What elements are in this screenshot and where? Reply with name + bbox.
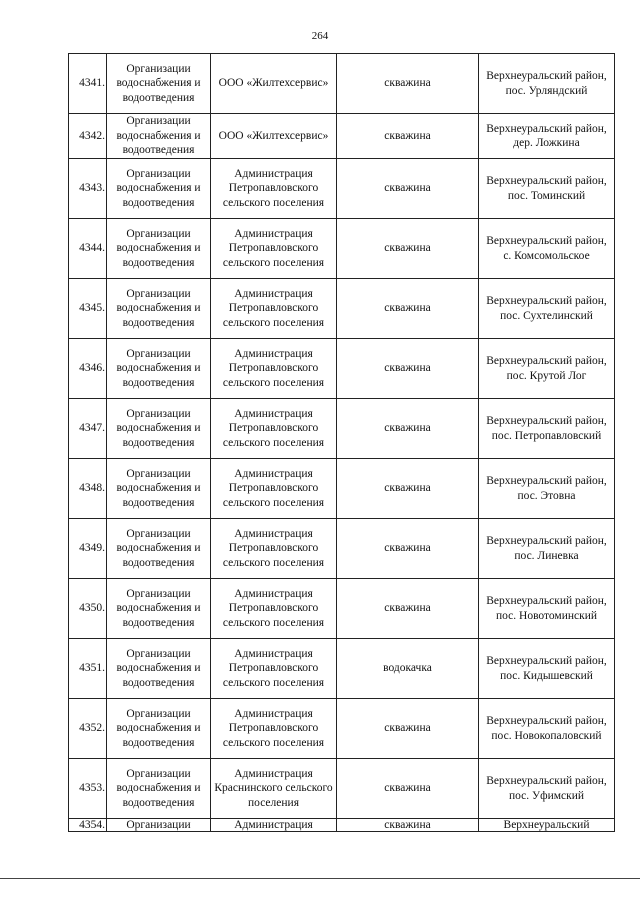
row-number: 4349. <box>69 519 107 579</box>
registry-table <box>68 53 615 832</box>
organization-name: Администрация Петропавловского сельского поселения <box>211 459 337 519</box>
object-type: скважина <box>337 519 479 579</box>
table-row <box>69 219 615 279</box>
organization-type: Организации водоснабжения и водоотведения <box>107 759 211 819</box>
location: Верхнеуральский район, дер. Ложкина <box>479 114 615 159</box>
object-type: водокачка <box>337 639 479 699</box>
location: Верхнеуральский район, пос. Линевка <box>479 519 615 579</box>
location: Верхнеуральский район, пос. Этовна <box>479 459 615 519</box>
row-number: 4351. <box>69 639 107 699</box>
location: Верхнеуральский <box>479 819 615 832</box>
table-row <box>69 699 615 759</box>
row-number: 4345. <box>69 279 107 339</box>
object-type: скважина <box>337 399 479 459</box>
organization-name: Администрация Петропавловского сельского поселения <box>211 159 337 219</box>
object-type: скважина <box>337 114 479 159</box>
table-row <box>69 279 615 339</box>
organization-type: Организации водоснабжения и водоотведения <box>107 219 211 279</box>
object-type: скважина <box>337 219 479 279</box>
table-row <box>69 819 615 832</box>
row-number: 4353. <box>69 759 107 819</box>
row-number: 4343. <box>69 159 107 219</box>
table-row <box>69 519 615 579</box>
object-type: скважина <box>337 579 479 639</box>
organization-type: Организации водоснабжения и водоотведения <box>107 159 211 219</box>
organization-name: Администрация Петропавловского сельского поселения <box>211 519 337 579</box>
organization-type: Организации водоснабжения и водоотведения <box>107 699 211 759</box>
location: Верхнеуральский район, пос. Сухтелинский <box>479 279 615 339</box>
location: Верхнеуральский район, с. Комсомольское <box>479 219 615 279</box>
table-row <box>69 339 615 399</box>
object-type: скважина <box>337 339 479 399</box>
location: Верхнеуральский район, пос. Урляндский <box>479 54 615 114</box>
location: Верхнеуральский район, пос. Кидышевский <box>479 639 615 699</box>
organization-name: Администрация Петропавловского сельского поселения <box>211 339 337 399</box>
location: Верхнеуральский район, пос. Уфимский <box>479 759 615 819</box>
object-type: скважина <box>337 759 479 819</box>
scan-edge-line <box>0 878 640 879</box>
organization-name: Администрация Краснинского сельского поселения <box>211 759 337 819</box>
organization-name: Администрация Петропавловского сельского поселения <box>211 219 337 279</box>
organization-type: Организации <box>107 819 211 832</box>
row-number: 4344. <box>69 219 107 279</box>
organization-type: Организации водоснабжения и водоотведения <box>107 54 211 114</box>
object-type: скважина <box>337 459 479 519</box>
organization-type: Организации водоснабжения и водоотведения <box>107 519 211 579</box>
row-number: 4347. <box>69 399 107 459</box>
row-number: 4348. <box>69 459 107 519</box>
organization-type: Организации водоснабжения и водоотведения <box>107 459 211 519</box>
location: Верхнеуральский район, пос. Новокопаловский <box>479 699 615 759</box>
object-type: скважина <box>337 279 479 339</box>
row-number: 4350. <box>69 579 107 639</box>
organization-name: Администрация <box>211 819 337 832</box>
table-row <box>69 54 615 114</box>
row-number: 4352. <box>69 699 107 759</box>
organization-name: Администрация Петропавловского сельского поселения <box>211 579 337 639</box>
table-row <box>69 399 615 459</box>
object-type: скважина <box>337 54 479 114</box>
organization-type: Организации водоснабжения и водоотведения <box>107 279 211 339</box>
organization-name: Администрация Петропавловского сельского поселения <box>211 639 337 699</box>
object-type: скважина <box>337 699 479 759</box>
object-type: скважина <box>337 159 479 219</box>
location: Верхнеуральский район, пос. Крутой Лог <box>479 339 615 399</box>
object-type: скважина <box>337 819 479 832</box>
page-number: 264 <box>311 30 329 42</box>
table-row <box>69 114 615 159</box>
location: Верхнеуральский район, пос. Томинский <box>479 159 615 219</box>
organization-type: Организации водоснабжения и водоотведения <box>107 114 211 159</box>
organization-name: Администрация Петропавловского сельского поселения <box>211 399 337 459</box>
row-number: 4346. <box>69 339 107 399</box>
row-number: 4354. <box>69 819 107 832</box>
row-number: 4342. <box>69 114 107 159</box>
table-row <box>69 579 615 639</box>
location: Верхнеуральский район, пос. Новотоминский <box>479 579 615 639</box>
table-row <box>69 759 615 819</box>
table-row <box>69 159 615 219</box>
organization-type: Организации водоснабжения и водоотведения <box>107 339 211 399</box>
organization-type: Организации водоснабжения и водоотведения <box>107 579 211 639</box>
table-row <box>69 459 615 519</box>
location: Верхнеуральский район, пос. Петропавловский <box>479 399 615 459</box>
organization-name: ООО «Жилтехсервис» <box>211 54 337 114</box>
row-number: 4341. <box>69 54 107 114</box>
organization-name: ООО «Жилтехсервис» <box>211 114 337 159</box>
organization-name: Администрация Петропавловского сельского поселения <box>211 699 337 759</box>
table-row <box>69 639 615 699</box>
organization-name: Администрация Петропавловского сельского поселения <box>211 279 337 339</box>
organization-type: Организации водоснабжения и водоотведения <box>107 399 211 459</box>
organization-type: Организации водоснабжения и водоотведения <box>107 639 211 699</box>
